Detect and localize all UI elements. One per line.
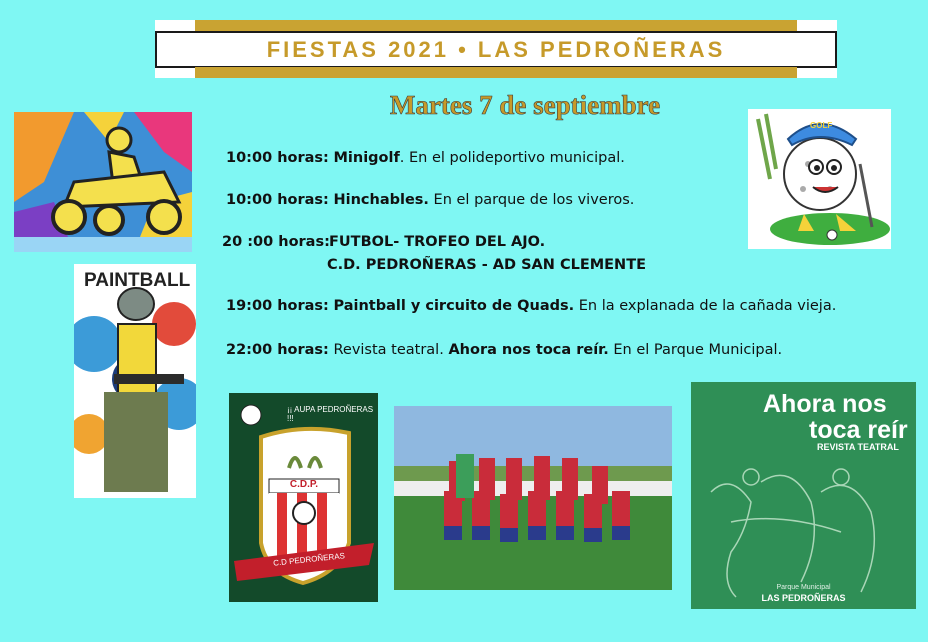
golf-ball-image <box>748 109 891 249</box>
banner-top-bar <box>195 20 797 31</box>
theatre-subtitle: REVISTA TEATRAL <box>817 442 899 452</box>
event-paintball <box>226 298 836 314</box>
event-title: FUTBOL- TROFEO DEL AJO. <box>329 234 546 250</box>
theatre-place-small: Parque Municipal <box>776 584 831 591</box>
event-title: Hinchables. <box>333 192 429 208</box>
event-time: 10:00 horas: <box>226 150 329 166</box>
crest-ribbon: C.D PEDROÑERAS <box>272 551 346 568</box>
theatre-place: LAS PEDROÑERAS <box>761 593 846 603</box>
crest-initials: C.D.P. <box>289 479 319 490</box>
event-futbol <box>222 234 646 273</box>
theatre-poster <box>691 382 916 609</box>
event-time: 22:00 horas: <box>226 342 329 358</box>
quad-image <box>14 112 192 252</box>
theatre-title-line1: Ahora nos <box>763 390 887 418</box>
crest-slogan: ¡¡ AUPA PEDROÑERAS !!! <box>287 405 374 423</box>
theatre-title-line2: toca reír <box>809 416 908 444</box>
paintball-image <box>74 264 196 498</box>
banner-title: FIESTAS 2021 • LAS PEDROÑERAS <box>266 36 726 62</box>
event-title: Ahora nos toca reír. <box>448 342 609 358</box>
event-time: 19:00 horas: <box>226 298 329 314</box>
event-detail: En el Parque Municipal. <box>608 342 783 358</box>
event-teatro <box>226 342 782 358</box>
event-time: 20 :00 horas: <box>222 234 330 250</box>
paintball-label: PAINTBALL <box>84 270 191 291</box>
event-time: 10:00 horas: <box>226 192 329 208</box>
event-hinchables <box>226 192 634 208</box>
event-title: Minigolf <box>333 150 400 166</box>
club-crest-image <box>229 393 378 602</box>
date-heading: Martes 7 de septiembre <box>389 90 661 120</box>
header-banner <box>155 20 837 78</box>
banner-box <box>155 31 837 68</box>
banner-bottom-bar <box>195 67 797 78</box>
event-pre: Revista teatral. <box>328 342 449 358</box>
event-title: Paintball y circuito de Quads. <box>333 298 575 314</box>
event-detail: En el parque de los viveros. <box>428 192 635 208</box>
event-detail: . En el polideportivo municipal. <box>399 150 625 166</box>
golf-cap-label: GOLF <box>810 121 833 130</box>
event-minigolf <box>226 150 625 166</box>
event-match: C.D. PEDROÑERAS - AD SAN CLEMENTE <box>327 257 646 273</box>
team-photo <box>394 406 672 590</box>
event-detail: En la explanada de la cañada vieja. <box>574 298 837 314</box>
